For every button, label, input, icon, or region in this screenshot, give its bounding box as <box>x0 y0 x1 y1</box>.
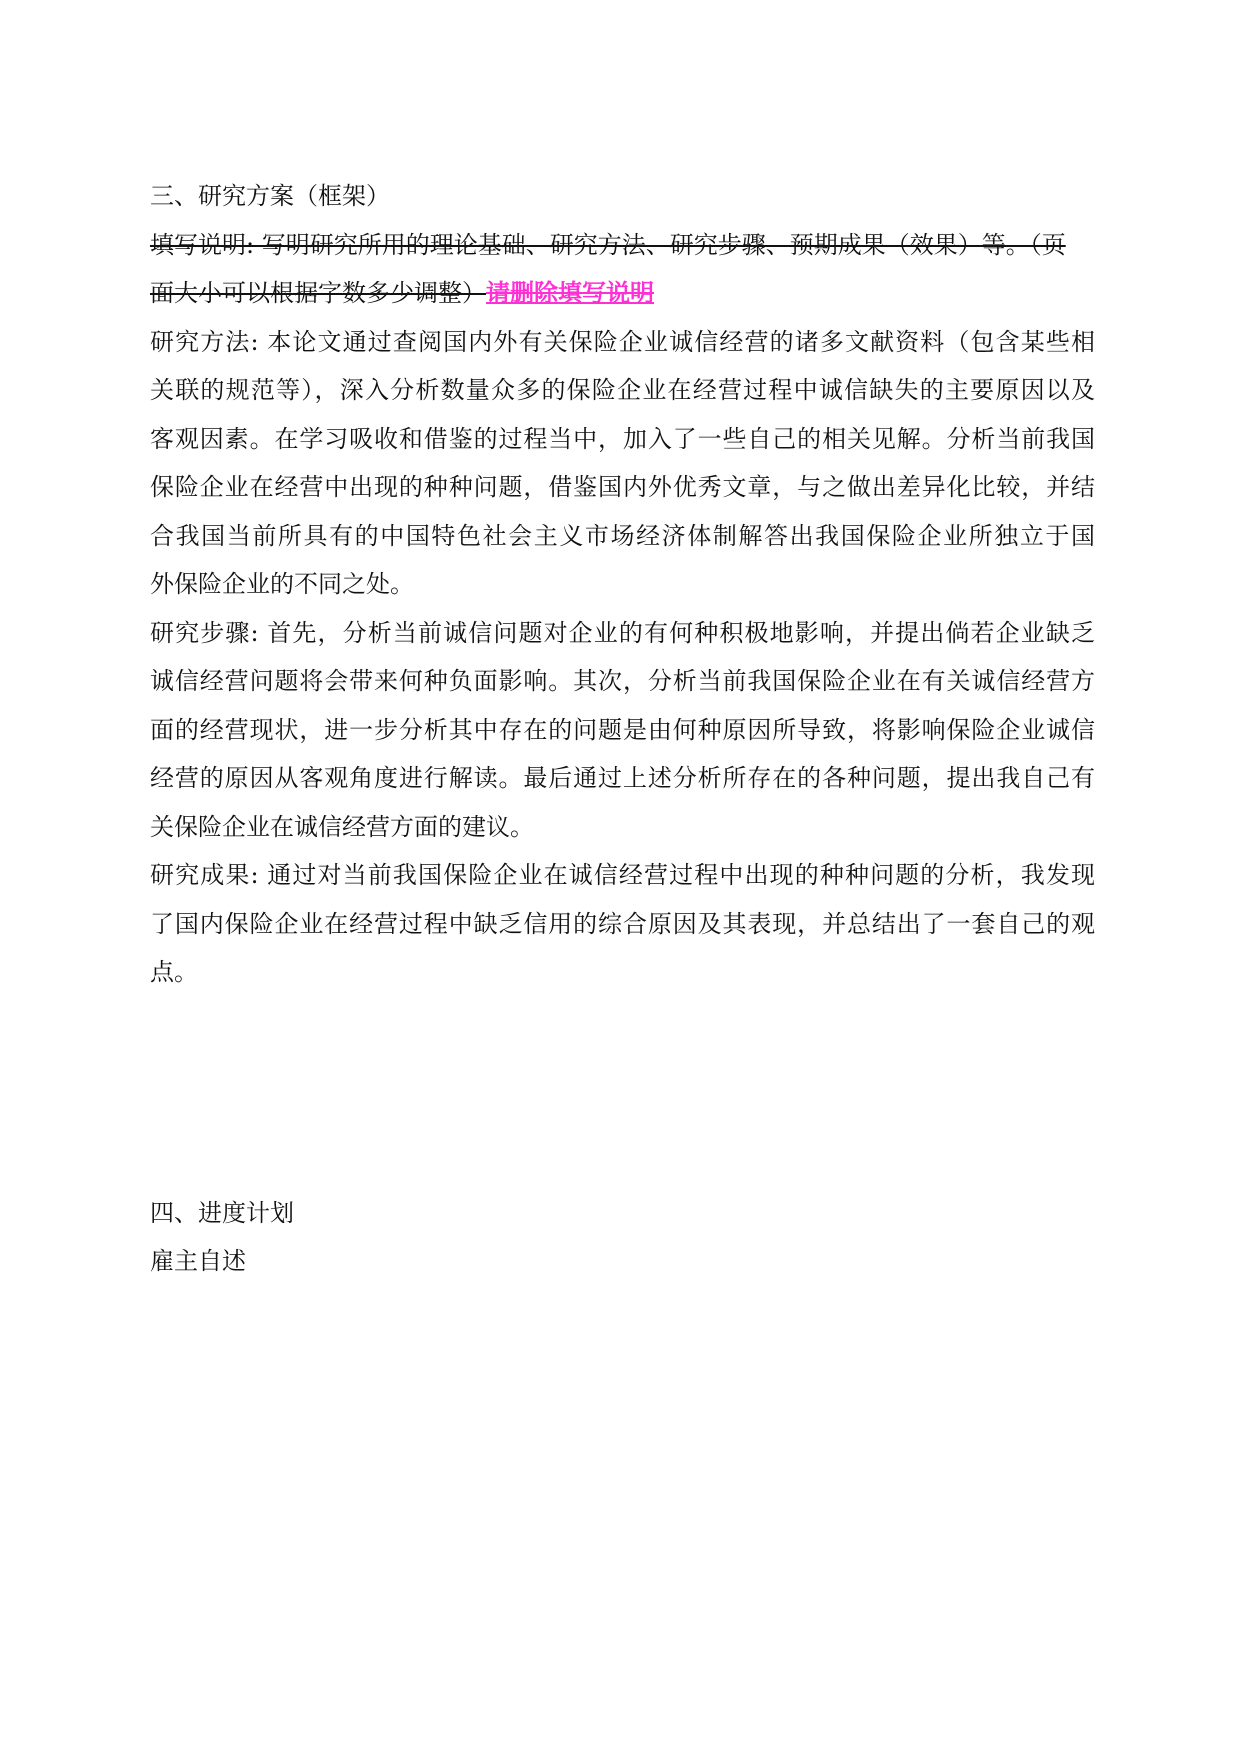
section3-heading: 三、研究方案（框架） <box>150 182 390 210</box>
method-line: 合我国当前所具有的中国特色社会主义市场经济体制解答出我国保险企业所独立于国 <box>150 521 1095 550</box>
instruction-line-2: 面大小可以根据字数多少调整） <box>150 279 486 307</box>
method-line: 关联的规范等），深入分析数量众多的保险企业在经营过程中诚信缺失的主要原因以及 <box>150 376 1095 404</box>
instruction-line-1: 填写说明: 写明研究所用的理论基础、研究方法、研究步骤、预期成果（效果）等。（页 <box>150 230 1066 259</box>
results-line: 了国内保险企业在经营过程中缺乏信用的综合原因及其表现，并总结出了一套自己的观 <box>150 909 1095 938</box>
section4-heading: 四、进度计划 <box>150 1198 294 1227</box>
steps-line: 经营的原因从客观角度进行解读。最后通过上述分析所存在的各种问题，提出我自己有 <box>150 764 1095 792</box>
instruction-block <box>150 221 1095 318</box>
research-results-paragraph <box>150 851 1095 997</box>
steps-line: 关保险企业在诚信经营方面的建议。 <box>150 812 534 841</box>
method-line: 保险企业在经营中出现的种种问题，借鉴国内外优秀文章，与之做出差异化比较，并结 <box>150 473 1095 501</box>
research-steps-paragraph <box>150 609 1095 852</box>
section-spacer <box>150 997 1095 1189</box>
method-line: 客观因素。在学习吸收和借鉴的过程当中，加入了一些自己的相关见解。分析当前我国 <box>150 424 1095 453</box>
steps-line: 面的经营现状，进一步分析其中存在的问题是由何种原因所导致，将影响保险企业诚信 <box>150 715 1095 744</box>
method-line: 外保险企业的不同之处。 <box>150 570 414 598</box>
steps-line: 诚信经营问题将会带来何种负面影响。其次，分析当前我国保险企业在有关诚信经营方 <box>150 667 1095 695</box>
results-line: 研究成果: 通过对当前我国保险企业在诚信经营过程中出现的种种问题的分析，我发现 <box>150 861 1095 889</box>
section4-body-line: 雇主自述 <box>150 1247 246 1275</box>
delete-instruction-note: 请删除填写说明 <box>486 278 654 307</box>
page-content <box>150 172 1095 1286</box>
steps-line: 研究步骤: 首先，分析当前诚信问题对企业的有何种积极地影响，并提出倘若企业缺乏 <box>150 618 1095 647</box>
research-method-paragraph <box>150 318 1095 609</box>
results-line: 点。 <box>150 958 198 986</box>
method-line: 研究方法: 本论文通过查阅国内外有关保险企业诚信经营的诸多文献资料（包含某些相 <box>150 327 1095 356</box>
instruction-line-2-wrap <box>150 269 1095 318</box>
